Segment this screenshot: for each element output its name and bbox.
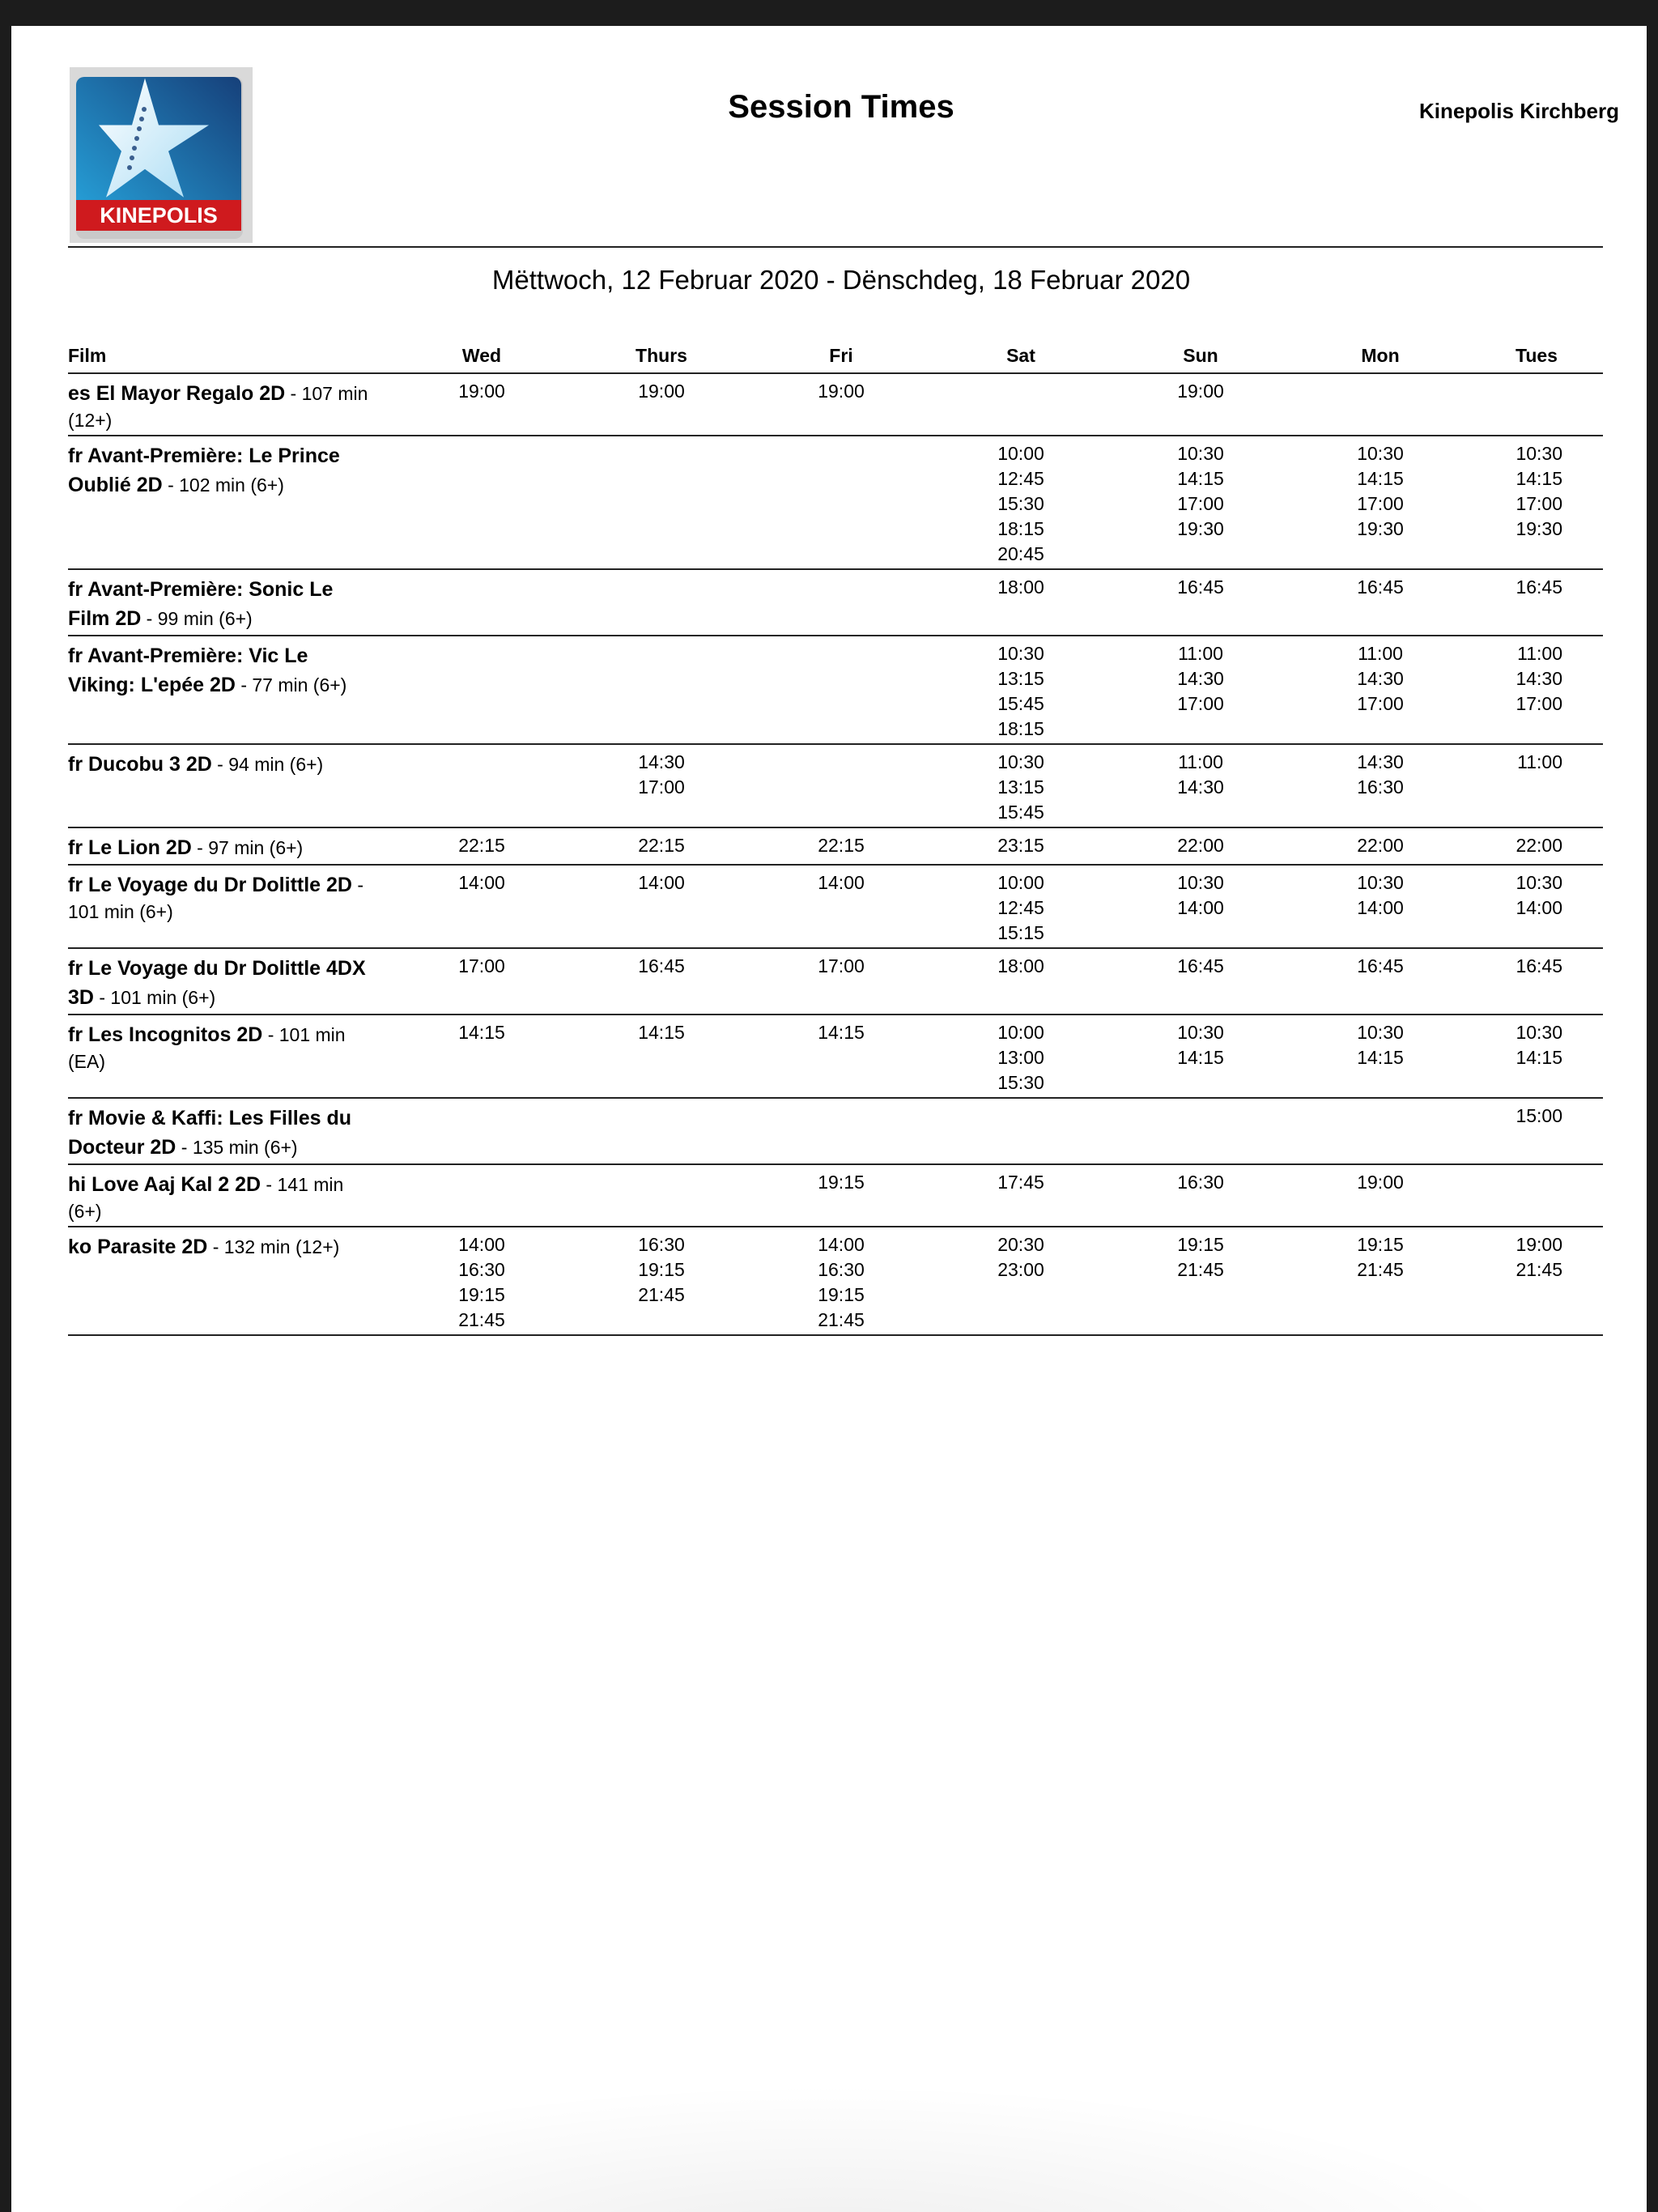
- film-duration-rating: - 99 min (6+): [141, 608, 253, 629]
- showtime[interactable]: 14:30: [1516, 668, 1562, 689]
- showtimes-thurs: [572, 1227, 751, 1335]
- showtimes-tues: [1470, 1227, 1603, 1335]
- showtimes-mon: [1290, 744, 1470, 827]
- showtimes-fri: [751, 865, 931, 948]
- showtime[interactable]: 14:00: [638, 872, 685, 893]
- film-title: fr Ducobu 3 2D: [68, 753, 212, 776]
- showtimes-thurs: [572, 1098, 751, 1164]
- showtimes-wed: [392, 1227, 572, 1335]
- table-row: [68, 373, 1603, 436]
- showtimes-thurs: [572, 1164, 751, 1227]
- film-cell: [68, 436, 392, 569]
- showtimes-fri: [751, 1098, 931, 1164]
- showtime[interactable]: 10:30: [1516, 443, 1562, 464]
- showtime[interactable]: 16:45: [1516, 576, 1562, 598]
- showtime[interactable]: 19:00: [1177, 381, 1224, 402]
- showtimes-mon: [1290, 636, 1470, 744]
- film-cell: [68, 1015, 392, 1098]
- page-shadow: [117, 2082, 1541, 2212]
- showtime[interactable]: 17:00: [1357, 493, 1404, 514]
- showtime[interactable]: 16:30: [638, 1234, 685, 1255]
- showtimes-tues: [1470, 948, 1603, 1015]
- showtime[interactable]: 17:00: [818, 955, 865, 976]
- showtimes-thurs: [572, 827, 751, 865]
- showtime[interactable]: 14:15: [1357, 468, 1404, 489]
- table-row: [68, 636, 1603, 744]
- table-row: [68, 1227, 1603, 1335]
- showtimes-fri: [751, 1227, 931, 1335]
- showtimes-sun: [1111, 1227, 1290, 1335]
- showtime[interactable]: 17:00: [1516, 693, 1562, 714]
- showtime[interactable]: 10:30: [997, 751, 1044, 772]
- showtime[interactable]: 17:00: [1357, 693, 1404, 714]
- showtime[interactable]: 16:45: [638, 955, 685, 976]
- film-cell: [68, 636, 392, 744]
- showtime[interactable]: 16:45: [1177, 576, 1224, 598]
- showtime[interactable]: 21:45: [1357, 1259, 1404, 1280]
- showtimes-sun: [1111, 636, 1290, 744]
- table-row: [68, 744, 1603, 827]
- film-duration-rating: - 107 min (12+): [68, 383, 368, 431]
- showtimes-wed: [392, 744, 572, 827]
- showtime[interactable]: 14:15: [1357, 1047, 1404, 1068]
- film-cell: [68, 1098, 392, 1164]
- showtime[interactable]: 14:00: [818, 1234, 865, 1255]
- showtimes-thurs: [572, 1015, 751, 1098]
- showtime[interactable]: 18:15: [997, 518, 1044, 539]
- table-row: [68, 1015, 1603, 1098]
- showtime[interactable]: 16:30: [1177, 1172, 1224, 1193]
- showtime[interactable]: 19:30: [1177, 518, 1224, 539]
- showtime[interactable]: 14:00: [458, 872, 505, 893]
- showtime[interactable]: 10:30: [1516, 1022, 1562, 1043]
- showtimes-sat: [931, 569, 1111, 636]
- showtimes-wed: [392, 827, 572, 865]
- showtime[interactable]: 13:15: [997, 776, 1044, 798]
- showtime[interactable]: 21:45: [458, 1309, 505, 1330]
- page-title: Session Times: [728, 89, 954, 125]
- showtimes-thurs: [572, 744, 751, 827]
- showtime[interactable]: 14:00: [1357, 897, 1404, 918]
- showtime[interactable]: 10:30: [1357, 1022, 1404, 1043]
- showtime[interactable]: 14:00: [818, 872, 865, 893]
- showtime[interactable]: 10:00: [997, 443, 1044, 464]
- film-title: ko Parasite 2D: [68, 1236, 208, 1258]
- showtimes-thurs: [572, 948, 751, 1015]
- showtimes-fri: [751, 636, 931, 744]
- film-title: fr Le Voyage du Dr Dolittle 2D: [68, 874, 352, 896]
- showtime[interactable]: 22:00: [1177, 835, 1224, 856]
- showtimes-tues: [1470, 744, 1603, 827]
- showtime[interactable]: 22:15: [458, 835, 505, 856]
- film-cell: [68, 827, 392, 865]
- column-header-sat: Sat: [931, 338, 1111, 373]
- showtime[interactable]: 19:00: [638, 381, 685, 402]
- showtime[interactable]: 10:30: [1177, 1022, 1224, 1043]
- showtime[interactable]: 11:00: [1178, 751, 1223, 772]
- showtimes-fri: [751, 1164, 931, 1227]
- svg-text:KINEPOLIS: KINEPOLIS: [100, 203, 218, 228]
- showtime[interactable]: 10:00: [997, 1022, 1044, 1043]
- showtime[interactable]: 17:00: [458, 955, 505, 976]
- showtime[interactable]: 14:00: [1516, 897, 1562, 918]
- showtime[interactable]: 16:30: [458, 1259, 505, 1280]
- showtime[interactable]: 14:00: [458, 1234, 505, 1255]
- showtimes-sun: [1111, 436, 1290, 569]
- showtimes-tues: [1470, 865, 1603, 948]
- table-header-row: [68, 338, 1603, 373]
- column-header-film: Film: [68, 338, 392, 373]
- film-title: hi Love Aaj Kal 2 2D: [68, 1173, 261, 1196]
- column-header-mon: Mon: [1290, 338, 1470, 373]
- showtime[interactable]: 18:15: [997, 718, 1044, 739]
- showtime[interactable]: 19:15: [1177, 1234, 1224, 1255]
- showtime[interactable]: 16:30: [818, 1259, 865, 1280]
- film-cell: [68, 865, 392, 948]
- showtimes-sun: [1111, 569, 1290, 636]
- showtime[interactable]: 13:00: [997, 1047, 1044, 1068]
- showtime[interactable]: 14:00: [1177, 897, 1224, 918]
- showtime[interactable]: 17:00: [1177, 693, 1224, 714]
- table-row: [68, 436, 1603, 569]
- film-title: fr Le Voyage du Dr Dolittle 4DX 3D: [68, 957, 366, 1009]
- showtime[interactable]: 11:00: [1178, 643, 1223, 664]
- showtime[interactable]: 17:00: [1177, 493, 1224, 514]
- showtimes-sat: [931, 948, 1111, 1015]
- showtime[interactable]: 16:45: [1516, 955, 1562, 976]
- showtimes-fri: [751, 436, 931, 569]
- film-cell: [68, 948, 392, 1015]
- showtime[interactable]: 21:45: [818, 1309, 865, 1330]
- showtimes-sat: [931, 827, 1111, 865]
- showtime[interactable]: 10:30: [1177, 872, 1224, 893]
- film-duration-rating: - 141 min (6+): [68, 1174, 344, 1222]
- showtime[interactable]: 23:15: [997, 835, 1044, 856]
- showtimes-sat: [931, 1164, 1111, 1227]
- showtimes-fri: [751, 744, 931, 827]
- showtimes-mon: [1290, 1227, 1470, 1335]
- showtime[interactable]: 15:45: [997, 693, 1044, 714]
- showtime[interactable]: 15:15: [997, 922, 1044, 943]
- table-row: [68, 1098, 1603, 1164]
- showtimes-wed: [392, 569, 572, 636]
- showtime[interactable]: 18:00: [997, 576, 1044, 598]
- showtimes-tues: [1470, 1098, 1603, 1164]
- showtime[interactable]: 22:15: [638, 835, 685, 856]
- film-title: fr Avant-Première: Le Prince Oublié 2D: [68, 445, 340, 496]
- showtimes-thurs: [572, 569, 751, 636]
- showtime[interactable]: 21:45: [638, 1284, 685, 1305]
- showtimes-sat: [931, 865, 1111, 948]
- session-times-table: [68, 338, 1603, 1336]
- showtimes-wed: [392, 373, 572, 436]
- showtime[interactable]: 19:00: [1357, 1172, 1404, 1193]
- showtime[interactable]: 14:15: [1177, 468, 1224, 489]
- showtime[interactable]: 13:15: [997, 668, 1044, 689]
- showtimes-wed: [392, 948, 572, 1015]
- showtime[interactable]: 19:30: [1357, 518, 1404, 539]
- showtimes-fri: [751, 1015, 931, 1098]
- showtime[interactable]: 10:00: [997, 872, 1044, 893]
- showtimes-mon: [1290, 1015, 1470, 1098]
- showtimes-sat: [931, 436, 1111, 569]
- showtimes-tues: [1470, 373, 1603, 436]
- showtime[interactable]: 15:00: [1516, 1105, 1562, 1126]
- showtimes-wed: [392, 1098, 572, 1164]
- showtime[interactable]: 20:45: [997, 543, 1044, 564]
- document-page: [11, 26, 1647, 2212]
- film-cell: [68, 1227, 392, 1335]
- column-header-sun: Sun: [1111, 338, 1290, 373]
- column-header-tues: Tues: [1470, 338, 1603, 373]
- film-duration-rating: - 135 min (6+): [176, 1137, 298, 1158]
- showtime[interactable]: 14:30: [1177, 668, 1224, 689]
- film-title: es El Mayor Regalo 2D: [68, 382, 286, 405]
- table-row: [68, 865, 1603, 948]
- showtime[interactable]: 19:15: [818, 1284, 865, 1305]
- showtime[interactable]: 14:15: [1516, 1047, 1562, 1068]
- showtime[interactable]: 14:15: [1177, 1047, 1224, 1068]
- showtimes-mon: [1290, 436, 1470, 569]
- showtimes-sun: [1111, 1164, 1290, 1227]
- showtime[interactable]: 17:45: [997, 1172, 1044, 1193]
- column-header-fri: Fri: [751, 338, 931, 373]
- film-duration-rating: - 101 min (6+): [93, 987, 216, 1008]
- showtimes-mon: [1290, 1164, 1470, 1227]
- showtime[interactable]: 10:30: [1357, 872, 1404, 893]
- date-range: Mëttwoch, 12 Februar 2020 - Dënschdeg, 18 Februar 2020: [491, 265, 1191, 295]
- showtimes-sun: [1111, 865, 1290, 948]
- showtimes-tues: [1470, 1164, 1603, 1227]
- film-title: fr Movie & Kaffi: Les Filles du Docteur 2D: [68, 1107, 352, 1159]
- showtime[interactable]: 10:30: [1516, 872, 1562, 893]
- header-divider: [68, 246, 1603, 248]
- column-header-thurs: Thurs: [572, 338, 751, 373]
- showtime[interactable]: 22:15: [818, 835, 865, 856]
- showtimes-fri: [751, 948, 931, 1015]
- showtime[interactable]: 16:30: [1357, 776, 1404, 798]
- table-row: [68, 827, 1603, 865]
- showtimes-thurs: [572, 436, 751, 569]
- showtime[interactable]: 18:00: [997, 955, 1044, 976]
- showtime[interactable]: 17:00: [1516, 493, 1562, 514]
- showtime[interactable]: 15:45: [997, 802, 1044, 823]
- showtime[interactable]: 10:30: [997, 643, 1044, 664]
- film-duration-rating: - 102 min (6+): [162, 474, 284, 496]
- showtimes-sat: [931, 1227, 1111, 1335]
- showtimes-sat: [931, 1098, 1111, 1164]
- showtime[interactable]: 19:15: [818, 1172, 865, 1193]
- showtimes-sun: [1111, 827, 1290, 865]
- showtimes-tues: [1470, 569, 1603, 636]
- showtime[interactable]: 14:15: [458, 1022, 505, 1043]
- showtimes-mon: [1290, 1098, 1470, 1164]
- showtimes-sat: [931, 373, 1111, 436]
- film-title: fr Les Incognitos 2D: [68, 1023, 263, 1046]
- showtimes-mon: [1290, 948, 1470, 1015]
- showtime[interactable]: 14:30: [1357, 668, 1404, 689]
- column-header-wed: Wed: [392, 338, 572, 373]
- showtime[interactable]: 19:00: [1516, 1234, 1562, 1255]
- showtimes-tues: [1470, 1015, 1603, 1098]
- showtime[interactable]: 12:45: [997, 468, 1044, 489]
- showtime[interactable]: 14:30: [638, 751, 685, 772]
- showtime[interactable]: 22:00: [1516, 835, 1562, 856]
- table-row: [68, 948, 1603, 1015]
- showtime[interactable]: 19:30: [1516, 518, 1562, 539]
- showtimes-wed: [392, 436, 572, 569]
- film-duration-rating: - 132 min (12+): [207, 1236, 340, 1257]
- showtimes-sun: [1111, 744, 1290, 827]
- showtime[interactable]: 22:00: [1357, 835, 1404, 856]
- showtimes-tues: [1470, 636, 1603, 744]
- showtime[interactable]: 21:45: [1177, 1259, 1224, 1280]
- showtime[interactable]: 15:30: [997, 493, 1044, 514]
- showtime[interactable]: 14:30: [1177, 776, 1224, 798]
- film-cell: [68, 744, 392, 827]
- showtimes-thurs: [572, 865, 751, 948]
- showtime[interactable]: 14:15: [818, 1022, 865, 1043]
- film-title: fr Avant-Première: Vic Le Viking: L'epée 2D: [68, 644, 308, 696]
- showtime[interactable]: 10:30: [1177, 443, 1224, 464]
- showtimes-thurs: [572, 373, 751, 436]
- showtimes-mon: [1290, 865, 1470, 948]
- film-duration-rating: - 94 min (6+): [211, 754, 324, 775]
- showtime[interactable]: 19:00: [818, 381, 865, 402]
- film-duration-rating: - 101 min (EA): [68, 1024, 346, 1072]
- showtimes-tues: [1470, 436, 1603, 569]
- film-cell: [68, 1164, 392, 1227]
- showtimes-sat: [931, 744, 1111, 827]
- showtime[interactable]: 20:30: [997, 1234, 1044, 1255]
- showtimes-sun: [1111, 373, 1290, 436]
- showtimes-sat: [931, 1015, 1111, 1098]
- showtimes-fri: [751, 827, 931, 865]
- showtime[interactable]: 23:00: [997, 1259, 1044, 1280]
- showtimes-mon: [1290, 569, 1470, 636]
- film-cell: [68, 373, 392, 436]
- showtimes-wed: [392, 865, 572, 948]
- showtimes-tues: [1470, 827, 1603, 865]
- showtime[interactable]: 19:15: [638, 1259, 685, 1280]
- film-title: fr Avant-Première: Sonic Le Film 2D: [68, 578, 334, 630]
- venue-name: Kinepolis Kirchberg: [1418, 99, 1619, 123]
- showtimes-sat: [931, 636, 1111, 744]
- showtime[interactable]: 14:15: [1516, 468, 1562, 489]
- showtime[interactable]: 10:30: [1357, 443, 1404, 464]
- showtime[interactable]: 19:00: [458, 381, 505, 402]
- showtimes-sun: [1111, 1098, 1290, 1164]
- film-duration-rating: - 97 min (6+): [191, 837, 304, 858]
- showtime[interactable]: 21:45: [1516, 1259, 1562, 1280]
- table-row: [68, 1164, 1603, 1227]
- film-duration-rating: - 101 min (6+): [68, 874, 364, 922]
- showtime[interactable]: 11:00: [1517, 643, 1562, 664]
- film-duration-rating: - 77 min (6+): [235, 674, 347, 696]
- showtime[interactable]: 11:00: [1358, 643, 1403, 664]
- showtime[interactable]: 19:15: [458, 1284, 505, 1305]
- showtimes-thurs: [572, 636, 751, 744]
- showtime[interactable]: 16:45: [1357, 576, 1404, 598]
- showtimes-wed: [392, 636, 572, 744]
- showtime[interactable]: 16:45: [1177, 955, 1224, 976]
- showtimes-wed: [392, 1015, 572, 1098]
- showtime[interactable]: 19:15: [1357, 1234, 1404, 1255]
- showtime[interactable]: 15:30: [997, 1072, 1044, 1093]
- showtimes-mon: [1290, 827, 1470, 865]
- table-row: [68, 569, 1603, 636]
- showtimes-sun: [1111, 1015, 1290, 1098]
- film-cell: [68, 569, 392, 636]
- showtime[interactable]: 14:30: [1357, 751, 1404, 772]
- showtime[interactable]: 12:45: [997, 897, 1044, 918]
- showtimes-sun: [1111, 948, 1290, 1015]
- showtimes-fri: [751, 569, 931, 636]
- film-title: fr Le Lion 2D: [68, 836, 192, 859]
- showtime[interactable]: 11:00: [1517, 751, 1562, 772]
- showtime[interactable]: 14:15: [638, 1022, 685, 1043]
- showtimes-mon: [1290, 373, 1470, 436]
- showtimes-fri: [751, 373, 931, 436]
- showtime[interactable]: 16:45: [1357, 955, 1404, 976]
- showtime[interactable]: 17:00: [638, 776, 685, 798]
- showtimes-wed: [392, 1164, 572, 1227]
